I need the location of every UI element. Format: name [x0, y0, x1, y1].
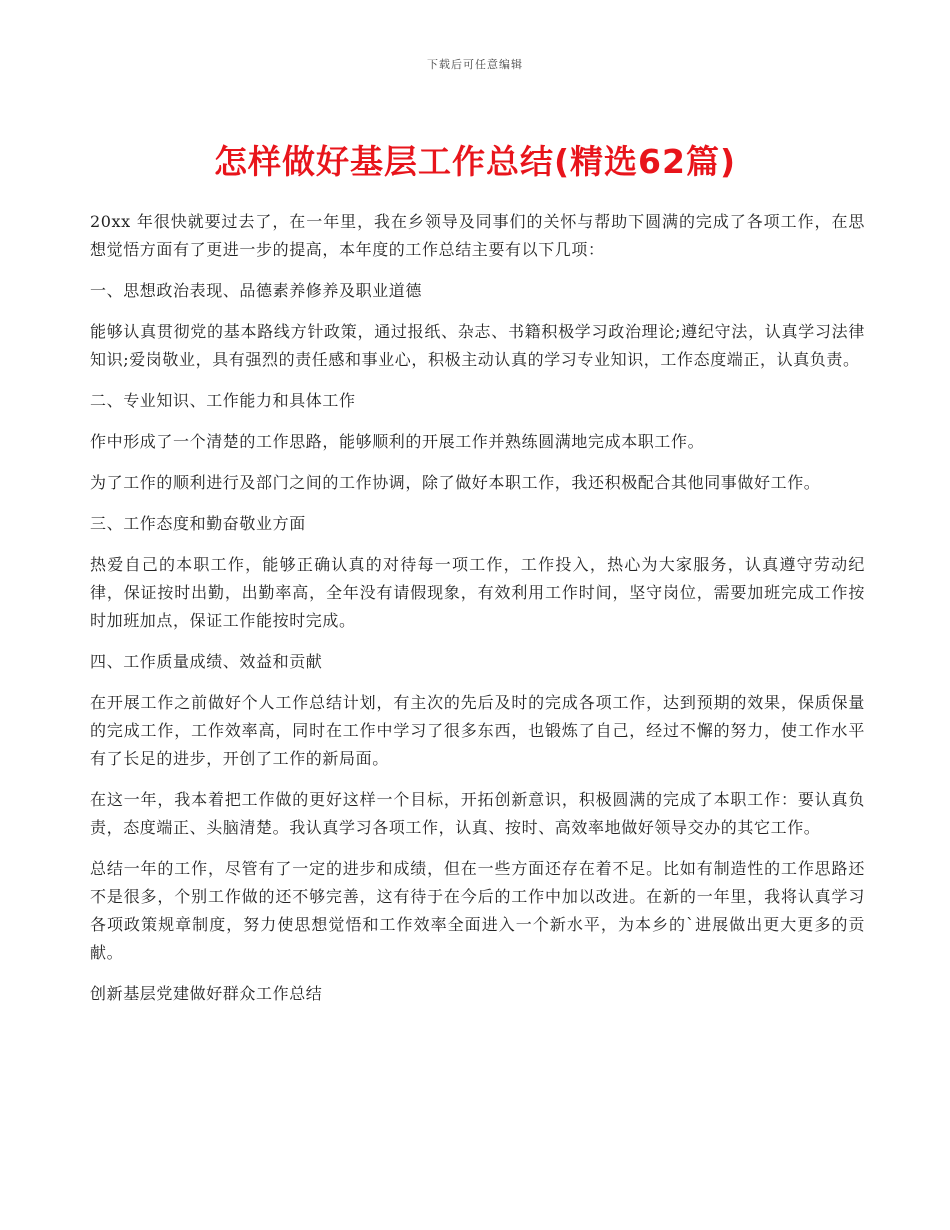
section-2-paragraph-1: 作中形成了一个清楚的工作思路，能够顺利的开展工作并熟练圆满地完成本职工作。: [90, 432, 705, 451]
page-header: 下载后可任意编辑: [427, 58, 523, 71]
section-3-paragraph: 热爱自己的本职工作，能够正确认真的对待每一项工作，工作投入，热心为大家服务，认真遵守劳动纪律，保证按时出勤，出勤率高，全年没有请假现象，有效利用工作时间，坚守岗位，需要加班完成工作按时加班加点，保证工作能按时完成。: [90, 555, 865, 630]
intro-paragraph: 20xx 年很快就要过去了，在一年里，我在乡领导及同事们的关怀与帮助下圆满的完成了各项工作，在思想觉悟方面有了更进一步的提高，本年度的工作总结主要有以下几项：: [90, 212, 865, 259]
section-heading-2: 二、专业知识、工作能力和具体工作: [90, 391, 356, 410]
summary-paragraph: 总结一年的工作，尽管有了一定的进步和成绩，但在一些方面还存在着不足。比如有制造性的工作思路还不是很多，个别工作做的还不够完善，这有待于在今后的工作中加以改进。在新的一年里，我将认真学习各项政策规章制度，努力使思想觉悟和工作效率全面进入一个新水平，为本乡的`进展做出更大更多的贡献。: [90, 859, 865, 962]
section-2-paragraph-2: 为了工作的顺利进行及部门之间的工作协调，除了做好本职工作，我还积极配合其他同事做好工作。: [90, 473, 821, 492]
section-heading-3: 三、工作态度和勤奋敬业方面: [90, 514, 306, 533]
section-4-paragraph-1: 在开展工作之前做好个人工作总结计划，有主次的先后及时的完成各项工作，达到预期的效果，保质保量的完成工作，工作效率高，同时在工作中学习了很多东西，也锻炼了自己，经过不懈的努力，使工作水平有了长足的进步，开创了工作的新局面。: [90, 693, 865, 768]
section-heading-1: 一、思想政治表现、品德素养修养及职业道德: [90, 281, 423, 300]
section-1-paragraph: 能够认真贯彻党的基本路线方针政策，通过报纸、杂志、书籍积极学习政治理论;遵纪守法，认真学习法律知识;爱岗敬业，具有强烈的责任感和事业心，积极主动认真的学习专业知识，工作态度端正，认真负责。: [90, 322, 865, 369]
document-body: [90, 208, 865, 1021]
section-heading-4: 四、工作质量成绩、效益和贡献: [90, 652, 323, 671]
next-article-heading: 创新基层党建做好群众工作总结: [90, 984, 323, 1003]
section-4-paragraph-2: 在这一年，我本着把工作做的更好这样一个目标，开拓创新意识，积极圆满的完成了本职工作：要认真负责，态度端正、头脑清楚。我认真学习各项工作，认真、按时、高效率地做好领导交办的其它工作。: [90, 790, 865, 837]
document-title: 怎样做好基层工作总结(精选62篇): [213, 142, 737, 181]
